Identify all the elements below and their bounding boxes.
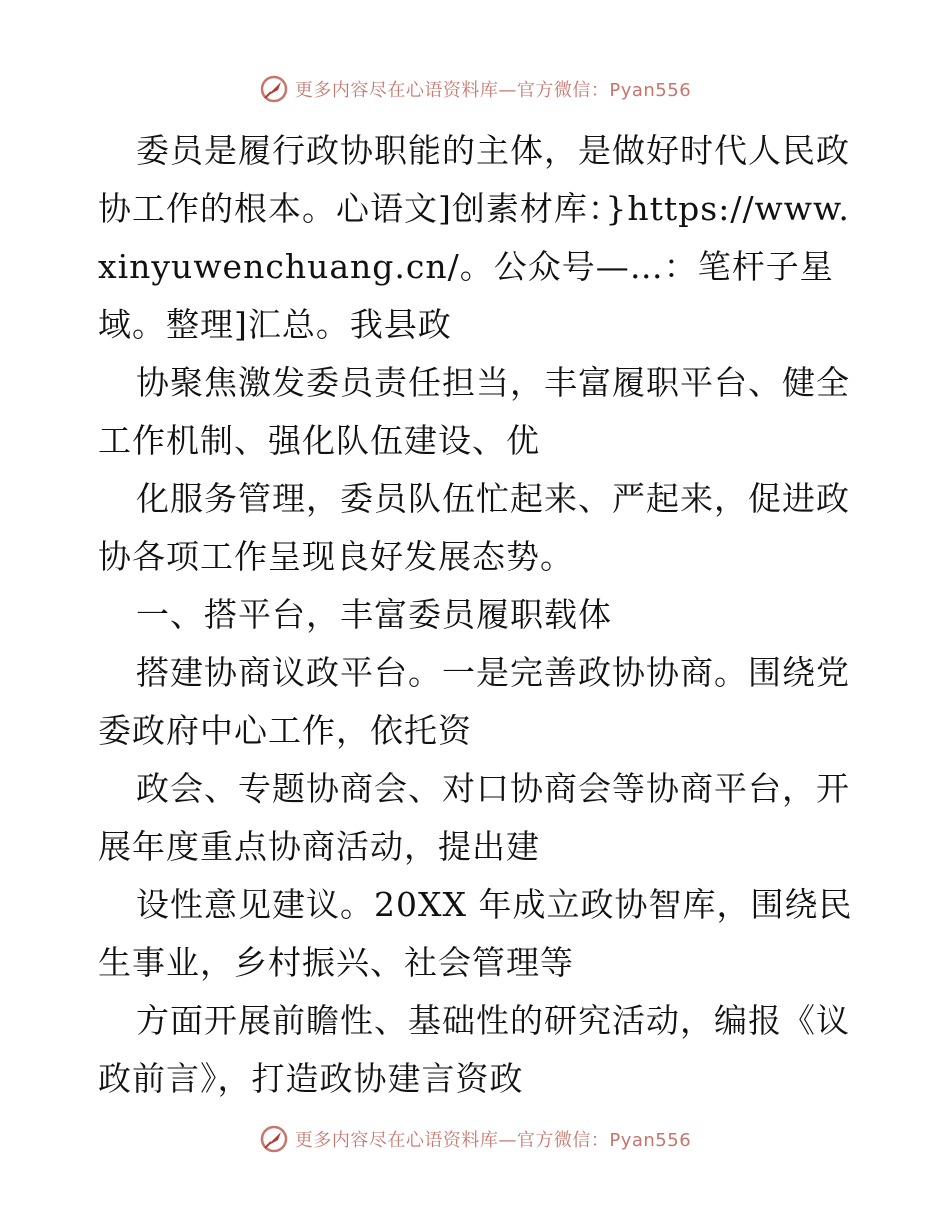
section-heading: 一、搭平台，丰富委员履职载体 [136,595,612,634]
paragraph: 搭建协商议政平台。一是完善政协协商。围绕党委政府中心工作，依托资 [98,653,850,750]
watermark-text: 更多内容尽在心语资料库—官方微信：Pyan556 [294,80,692,101]
paragraph: 设性意见建议。20XX 年成立政协智库，围绕民生事业，乡村振兴、社会管理等 [98,885,853,982]
watermark-text: 更多内容尽在心语资料库—官方微信：Pyan556 [294,1130,692,1151]
paragraph: 政会、专题协商会、对口协商会等协商平台，开展年度重点协商活动，提出建 [98,769,850,866]
document-body [98,122,858,1108]
header-watermark [0,74,950,104]
quill-logo-icon [259,74,289,104]
footer-watermark [0,1124,950,1154]
paragraph: 方面开展前瞻性、基础性的研究活动，编报《议政前言》，打造政协建言资政 [98,1001,850,1098]
paragraph: 委员是履行政协职能的主体，是做好时代人民政协工作的根本。心语文]创素材库：}https://www.xinyuwenchuang.cn/。公众号—…：笔杆子星域。整理]汇总。我县政 [98,131,850,344]
paragraph: 协聚焦激发委员责任担当，丰富履职平台、健全工作机制、强化队伍建设、优 [98,363,850,460]
paragraph: 化服务管理，委员队伍忙起来、严起来，促进政协各项工作呈现良好发展态势。 [98,479,850,576]
quill-logo-icon [259,1124,289,1154]
